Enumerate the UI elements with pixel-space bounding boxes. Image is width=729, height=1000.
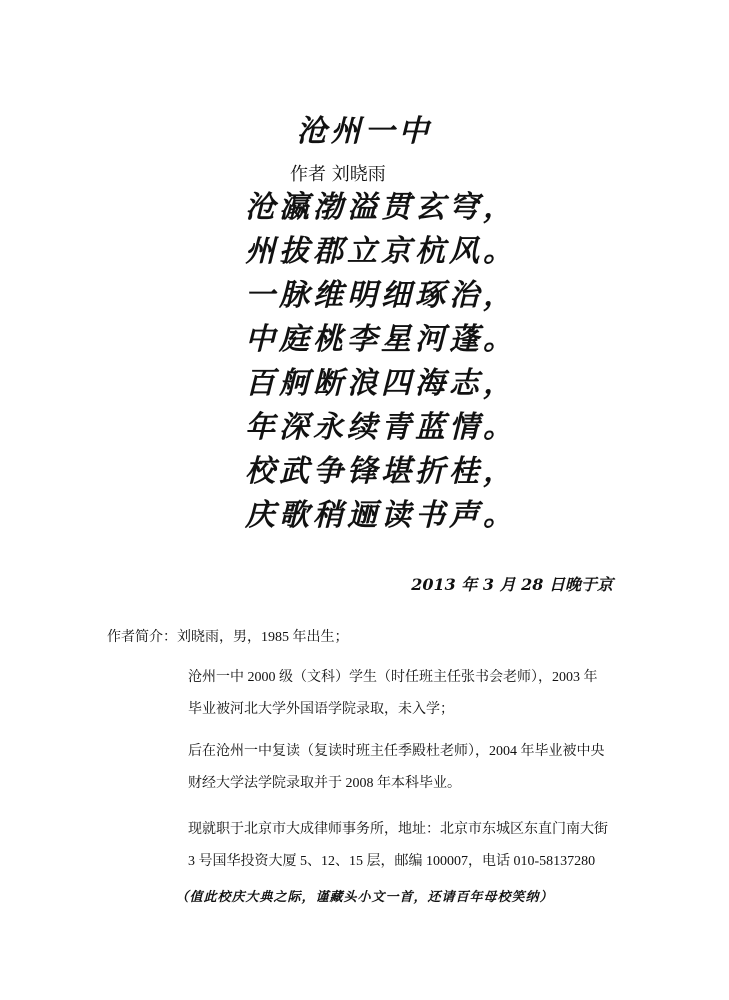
bio-line: 财经大学法学院录取并于 2008 年本科毕业。: [188, 776, 461, 791]
footer-note: （值此校庆大典之际，谨藏头小文一首，还请百年母校笑纳）: [175, 890, 554, 905]
author-bio-label: 作者简介：刘晓雨，男，1985 年出生；: [107, 630, 349, 645]
bio-line: 现就职于北京市大成律师事务所，地址：北京市东城区东直门南大街: [188, 822, 608, 837]
poem-line: 沧瀛渤溢贯玄穹，: [245, 190, 517, 225]
bio-line: 沧州一中 2000 级（文科）学生（时任班主任张书会老师），2003 年: [188, 670, 598, 685]
poem-line: 一脉维明细琢治，: [245, 278, 517, 313]
bio-line: 毕业被河北大学外国语学院录取，未入学；: [188, 702, 454, 717]
poem-line: 年深永续青蓝情。: [245, 410, 517, 445]
bio-paragraph-3: [188, 814, 628, 878]
bio-line: 后在沧州一中复读（复读时班主任季殿杜老师），2004 年毕业被中央: [188, 744, 605, 759]
author-line: 作者 刘晓雨: [290, 164, 386, 185]
bio-paragraph-1: [188, 662, 628, 726]
poem-line: 中庭桃李星河蓬。: [245, 322, 517, 357]
poem-line: 校武争锋堪折桂，: [245, 454, 517, 489]
poem-line: 庆歌稍逦读书声。: [245, 498, 517, 533]
poem-title: 沧州一中: [296, 114, 433, 149]
poem-body: [245, 186, 517, 538]
date-line: 2013 年 3 月 28 日晚于京: [411, 575, 613, 594]
poem-line: 州拔郡立京杭风。: [245, 234, 517, 269]
poem-line: 百舸断浪四海志，: [245, 366, 517, 401]
bio-paragraph-2: [188, 736, 628, 800]
bio-line: 3 号国华投资大厦 5、12、15 层，邮编 100007，电话 010-58137280: [188, 854, 596, 869]
